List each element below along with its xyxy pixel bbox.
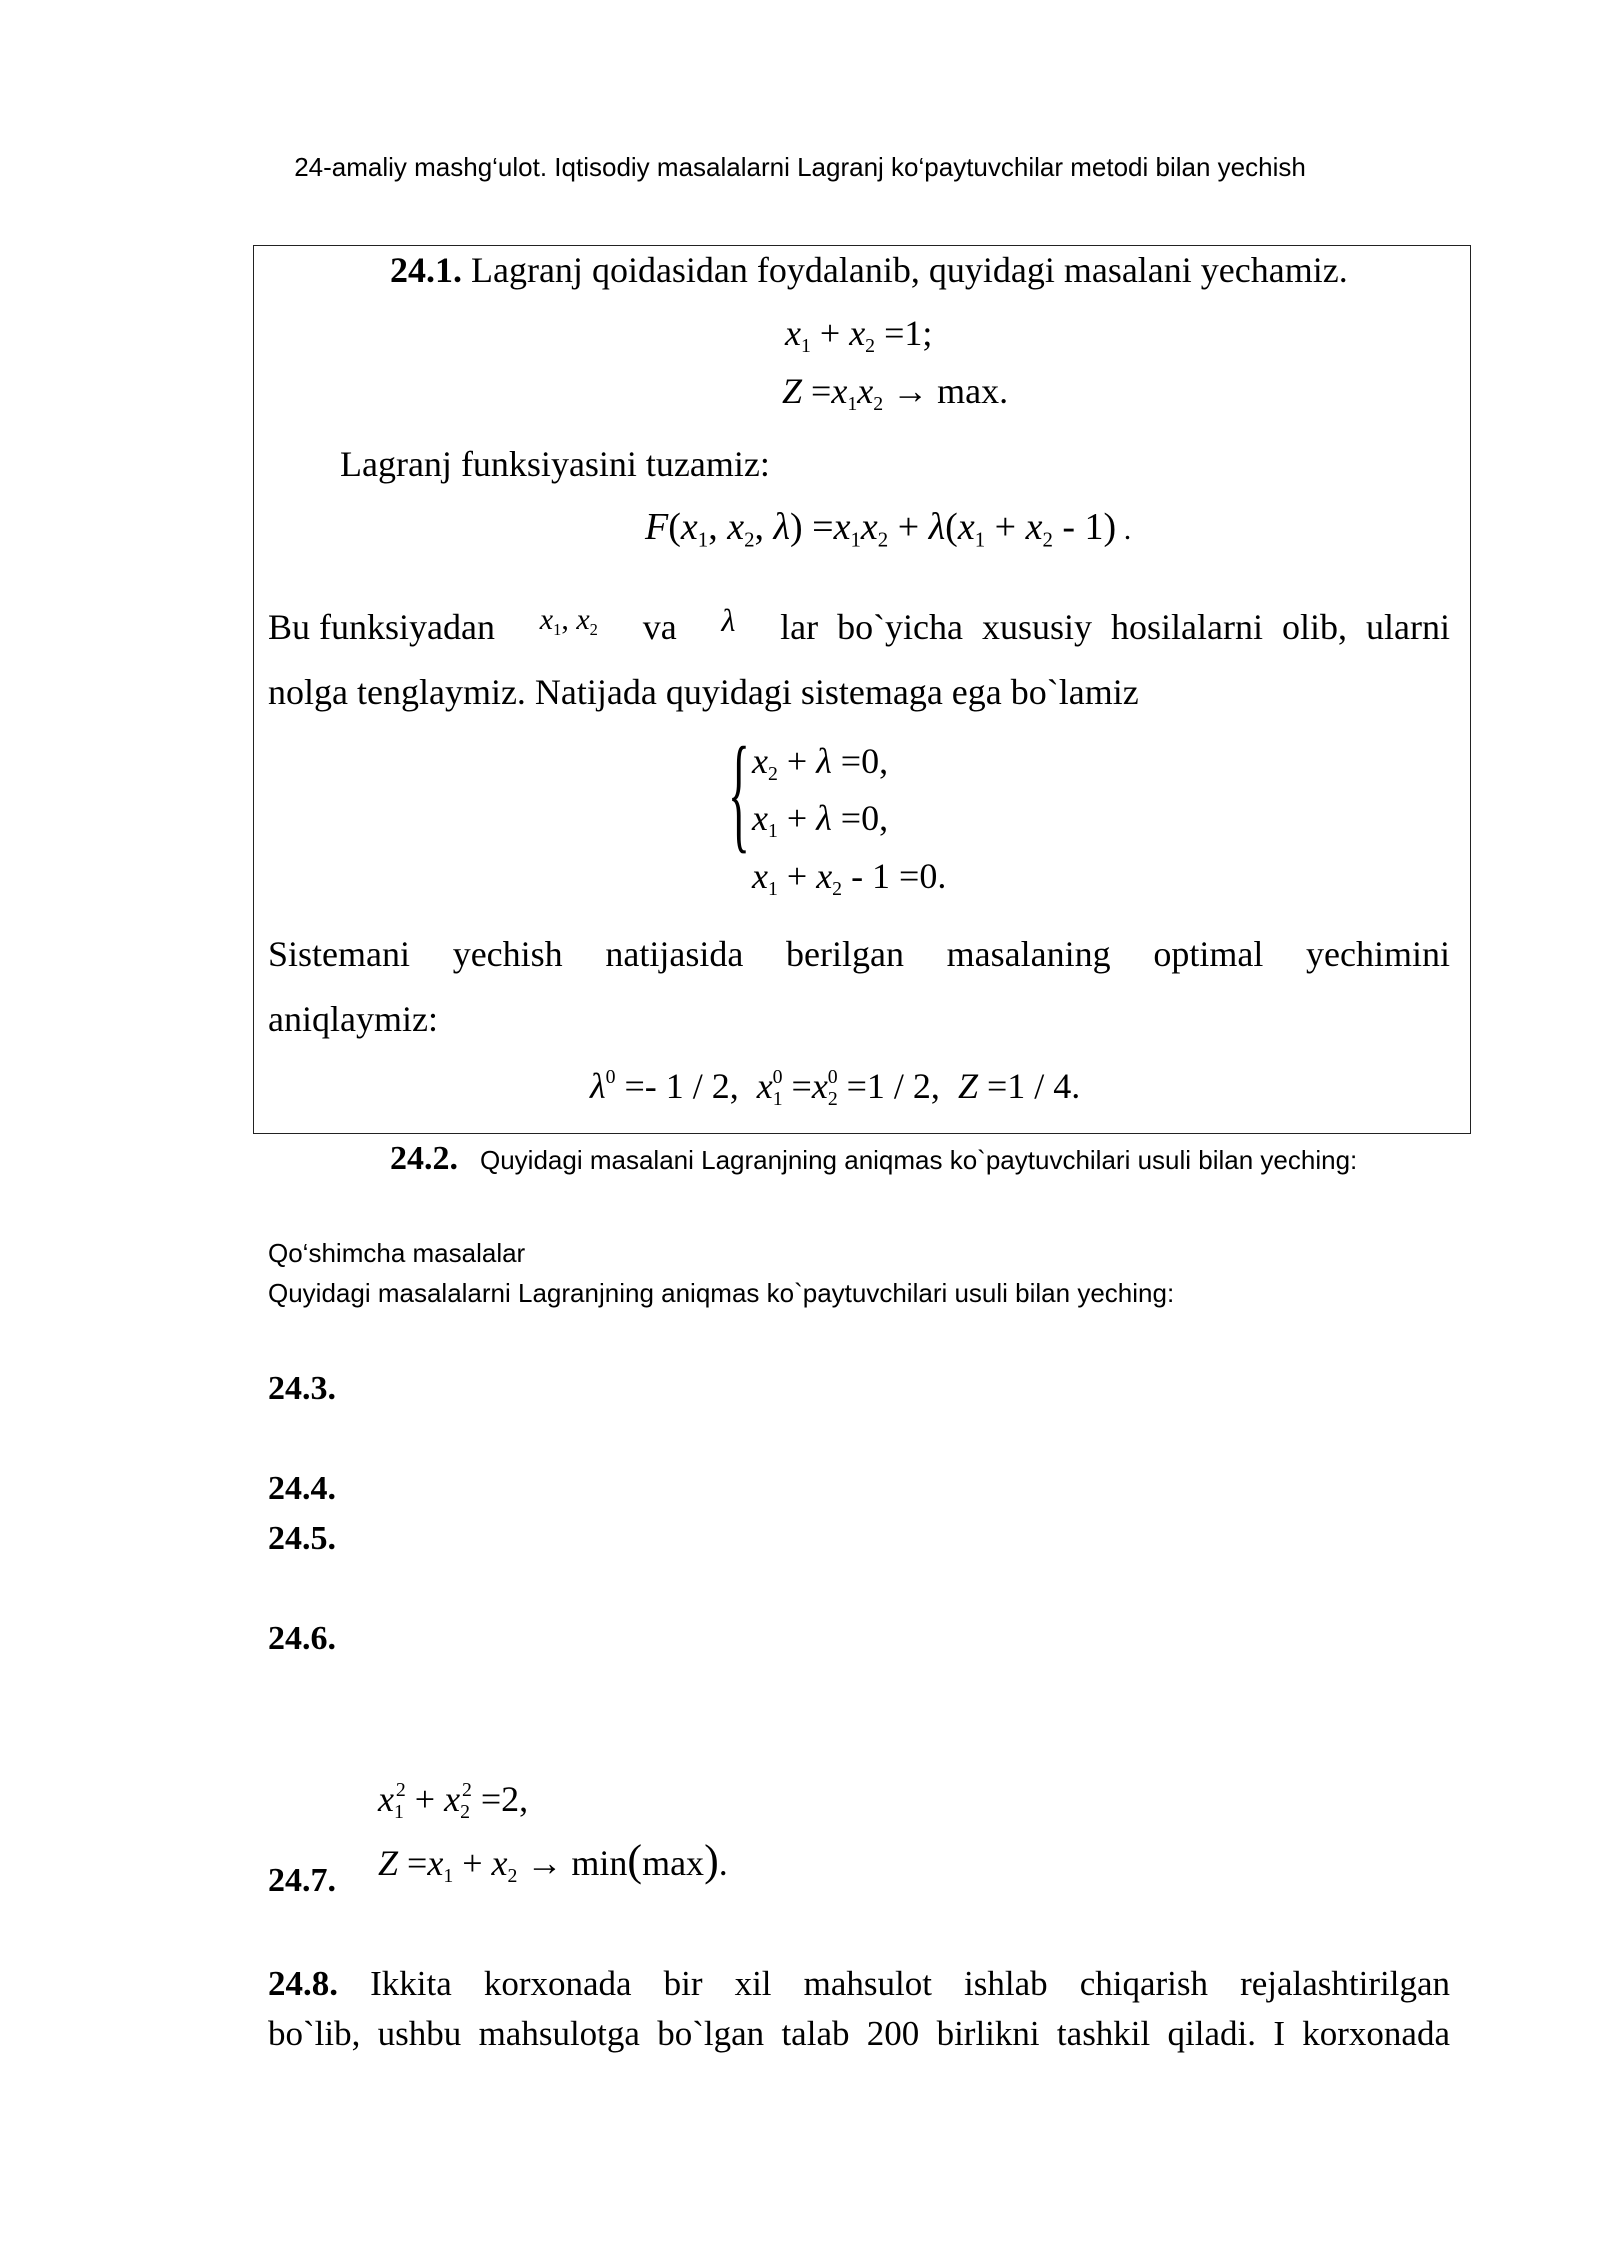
example-24-2	[390, 1140, 1357, 1178]
paragraph-1-line-2: nolga tenglaymiz. Natijada quyidagi sistemaga ega bo`lamiz	[268, 672, 1139, 712]
problem-24-7-objective: $Z =x_1 + x_2 \to \min(\max)$.	[378, 1836, 728, 1887]
para1-end: lar bo`yicha xususiy hosilalarni olib, ularni	[780, 607, 1450, 647]
example-24-1-heading	[390, 248, 1490, 292]
page-title: 24-amaliy mashg‘ulot. Iqtisodiy masalalarni Lagranj ko‘paytuvchilar metodi bilan yechish	[294, 152, 1306, 182]
system-eq-3: $x_1 + x_2 - 1 =0$.	[752, 856, 947, 900]
paragraph-2-line-1: Sistemani yechish natijasida berilgan masalaning optimal yechimini	[268, 934, 1450, 974]
problem-24-7-constraint: $x_1^2 + x_2^2 =2$,	[378, 1779, 529, 1823]
extra-heading: Qo‘shimcha masalalar	[268, 1238, 526, 1268]
extra-instruction: Quyidagi masalalarni Lagranjning aniqmas ko`paytuvchilari usuli bilan yeching:	[268, 1278, 1175, 1308]
variable-lambda: λ	[721, 602, 736, 638]
para1-va: va	[642, 607, 677, 647]
example-number: 24.1.	[390, 250, 462, 290]
problem-24-8-line-1	[268, 1962, 1450, 2006]
objective-equation: $Z =x_1x_2 \to \max$.	[782, 371, 1009, 415]
system-eq-2: $x_1 + \lambda =0$,	[752, 798, 889, 842]
problem-24-5: 24.5.	[268, 1520, 336, 1557]
problem-24-6: 24.6.	[268, 1620, 336, 1657]
problem-24-8-text-1: Ikkita korxonada bir xil mahsulot ishlab chiqarish rejalashtirilgan	[370, 1964, 1450, 2003]
constraint-equation: $x_1 + x_2 =1$;	[785, 313, 933, 357]
problem-24-7: 24.7.	[268, 1862, 336, 1899]
example-24-2-number: 24.2.	[390, 1140, 458, 1177]
paragraph-1-line-1	[268, 602, 1450, 652]
paragraph-2-line-2: aniqlaymiz:	[268, 999, 438, 1039]
lagrange-intro: Lagranj funksiyasini tuzamiz:	[340, 444, 770, 484]
example-24-2-statement: Quyidagi masalani Lagranjning aniqmas ko`paytuvchilari usuli bilan yeching:	[480, 1145, 1358, 1175]
para1-start: Bu funksiyadan	[268, 607, 495, 647]
system-eq-1: $x_2 + \lambda =0$,	[752, 741, 889, 785]
system-brace: {	[728, 721, 750, 865]
problem-24-8-line-2: bo`lib, ushbu mahsulotga bo`lgan talab 200 birlikni tashkil qiladi. I korxonada	[268, 2014, 1450, 2053]
variables-x1-x2: $x_1$, $x_2$	[539, 603, 598, 639]
optimal-solution: $\lambda^0 =- 1 / 2$, $x_1^0 =x_2^0 =1 / 2$, Z =1 / 4.	[590, 1066, 1081, 1110]
example-statement: Lagranj qoidasidan foydalanib, quyidagi masalani yechamiz.	[471, 250, 1348, 290]
problem-24-4: 24.4.	[268, 1470, 336, 1507]
problem-24-3: 24.3.	[268, 1370, 336, 1407]
lagrange-function: $F(x_1$, $x_2$, $\lambda) =x_1x_2 + \lambda(x_1 + x_2 - 1)$ .	[645, 506, 1132, 552]
problem-24-8-number: 24.8.	[268, 1964, 338, 2003]
